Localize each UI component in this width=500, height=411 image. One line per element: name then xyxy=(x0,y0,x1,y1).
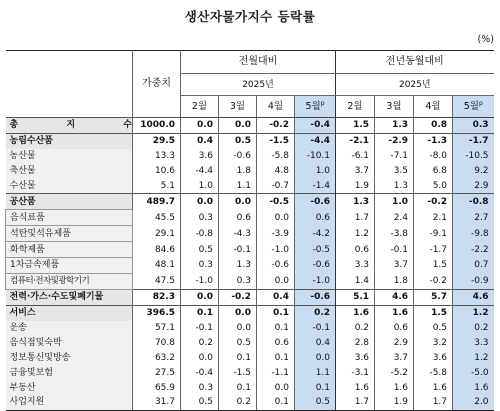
cell-yoy: 1.5 xyxy=(414,258,453,274)
cell-yoy: 2.9 xyxy=(375,335,414,350)
cell-yoy: -0.2 xyxy=(414,273,453,289)
unit-label: (%) xyxy=(477,34,494,45)
row-label: 사업지원 xyxy=(6,395,133,410)
cell-yoy: 3.7 xyxy=(375,350,414,365)
table-row xyxy=(6,380,494,395)
cell-mom: 0.2 xyxy=(295,305,336,320)
cell-yoy: 1.9 xyxy=(375,395,414,410)
header-yoy-year: 2025년 xyxy=(336,74,494,96)
cell-mom: 0.6 xyxy=(257,335,295,350)
table-row xyxy=(6,258,494,274)
cell-mom: -0.4 xyxy=(295,118,336,134)
row-label: 1차금속제품 xyxy=(6,258,133,274)
cell-yoy: -0.8 xyxy=(453,194,494,210)
cell-yoy: 2.1 xyxy=(414,210,453,226)
table-row-main xyxy=(6,194,494,210)
cell-mom: 0.0 xyxy=(181,194,219,210)
cell-yoy: 3.7 xyxy=(375,258,414,274)
table-row-main xyxy=(6,133,494,148)
cell-mom: -1.4 xyxy=(295,179,336,194)
header-mom-month: 3월 xyxy=(219,96,257,118)
page-title: 생산자물가지수 등락률 xyxy=(184,9,316,24)
header-mom-month: 5월$^p$ xyxy=(295,96,336,118)
cell-yoy: 5.7 xyxy=(414,289,453,305)
row-label: 총 지 수 xyxy=(6,118,133,134)
row-label: 금융및보험 xyxy=(6,365,133,380)
cell-yoy: 0.2 xyxy=(336,321,375,336)
cell-yoy: 1.6 xyxy=(375,380,414,395)
cell-yoy: 1.6 xyxy=(453,380,494,395)
cell-yoy: 2.7 xyxy=(453,210,494,226)
cell-yoy: 3.7 xyxy=(336,164,375,179)
row-label: 운송 xyxy=(6,321,133,336)
table-row xyxy=(6,350,494,365)
header-yoy-month: 4월 xyxy=(414,96,453,118)
cell-yoy: 6.8 xyxy=(414,164,453,179)
header-yoy-month: 5월$^p$ xyxy=(453,96,494,118)
cell-mom: 0.0 xyxy=(219,321,257,336)
cell-yoy: 1.4 xyxy=(336,273,375,289)
cell-mom: -1.0 xyxy=(295,273,336,289)
row-weight: 27.5 xyxy=(133,365,181,380)
cell-yoy: 0.6 xyxy=(336,242,375,258)
table-row-main xyxy=(6,289,494,305)
table-row-main xyxy=(6,305,494,320)
cell-mom: -0.8 xyxy=(181,226,219,242)
row-label: 부동산 xyxy=(6,380,133,395)
cell-mom: 1.0 xyxy=(295,164,336,179)
cell-yoy: -9.1 xyxy=(414,226,453,242)
table-row xyxy=(6,179,494,194)
cell-mom: 0.5 xyxy=(295,395,336,410)
cell-mom: -0.6 xyxy=(257,258,295,274)
cell-mom: -0.1 xyxy=(181,321,219,336)
cell-mom: -10.1 xyxy=(295,149,336,164)
row-label: 서비스 xyxy=(6,305,133,320)
row-weight: 57.1 xyxy=(133,321,181,336)
cell-mom: 0.1 xyxy=(257,395,295,410)
header-item xyxy=(6,51,133,118)
cell-yoy: -0.2 xyxy=(414,194,453,210)
cell-mom: 0.3 xyxy=(219,273,257,289)
row-weight: 29.1 xyxy=(133,226,181,242)
table-row xyxy=(6,149,494,164)
cell-yoy: -1.7 xyxy=(414,242,453,258)
cell-mom: 3.6 xyxy=(181,149,219,164)
cell-mom: 0.5 xyxy=(219,335,257,350)
cell-yoy: 1.6 xyxy=(414,380,453,395)
cell-mom: -1.5 xyxy=(219,365,257,380)
cell-mom: -4.4 xyxy=(181,164,219,179)
cell-yoy: 5.1 xyxy=(336,289,375,305)
cell-yoy: -10.5 xyxy=(453,149,494,164)
cell-yoy: 3.6 xyxy=(414,350,453,365)
cell-mom: 0.5 xyxy=(181,395,219,410)
row-label: 전력·가스·수도및폐기물 xyxy=(6,289,133,305)
row-label: 공산품 xyxy=(6,194,133,210)
cell-yoy: 1.2 xyxy=(336,226,375,242)
cell-mom: -0.4 xyxy=(181,365,219,380)
cell-mom: 0.1 xyxy=(257,350,295,365)
row-weight: 47.5 xyxy=(133,273,181,289)
cell-yoy: -5.0 xyxy=(453,365,494,380)
cell-mom: 0.2 xyxy=(219,395,257,410)
cell-yoy: -3.8 xyxy=(375,226,414,242)
row-weight: 5.1 xyxy=(133,179,181,194)
cell-mom: 0.0 xyxy=(295,350,336,365)
cell-yoy: 1.7 xyxy=(414,395,453,410)
cell-mom: -1.0 xyxy=(257,242,295,258)
table-row xyxy=(6,365,494,380)
row-weight: 84.6 xyxy=(133,242,181,258)
header-mom-month: 2월 xyxy=(181,96,219,118)
cell-mom: 1.8 xyxy=(219,164,257,179)
header-yoy: 전년동월대비 xyxy=(336,51,494,74)
cell-mom: 0.1 xyxy=(181,305,219,320)
cell-mom: 0.5 xyxy=(181,242,219,258)
cell-mom: -0.7 xyxy=(257,179,295,194)
cell-yoy: -0.1 xyxy=(375,242,414,258)
cell-yoy: -5.2 xyxy=(375,365,414,380)
cell-yoy: 9.2 xyxy=(453,164,494,179)
cell-mom: -0.6 xyxy=(219,149,257,164)
cell-yoy: 3.6 xyxy=(336,350,375,365)
cell-yoy: 3.2 xyxy=(414,335,453,350)
cell-mom: -0.1 xyxy=(219,242,257,258)
cell-yoy: -2.2 xyxy=(453,242,494,258)
cell-mom: -0.2 xyxy=(257,118,295,134)
cell-yoy: 0.5 xyxy=(414,321,453,336)
row-weight: 10.6 xyxy=(133,164,181,179)
row-weight: 82.3 xyxy=(133,289,181,305)
header-yoy-month: 3월 xyxy=(375,96,414,118)
cell-yoy: 1.2 xyxy=(453,305,494,320)
cell-mom: 0.0 xyxy=(219,305,257,320)
table-row xyxy=(6,210,494,226)
cell-yoy: 5.0 xyxy=(414,179,453,194)
cell-mom: 0.1 xyxy=(219,380,257,395)
cell-mom: -0.1 xyxy=(295,321,336,336)
cell-mom: 0.0 xyxy=(257,210,295,226)
header-mom-year: 2025년 xyxy=(181,74,336,96)
cell-yoy: 1.6 xyxy=(336,380,375,395)
cell-mom: -0.6 xyxy=(295,258,336,274)
header-yoy-month: 2월 xyxy=(336,96,375,118)
row-weight: 1000.0 xyxy=(133,118,181,134)
row-weight: 489.7 xyxy=(133,194,181,210)
row-weight: 70.8 xyxy=(133,335,181,350)
cell-yoy: 0.7 xyxy=(453,258,494,274)
cell-mom: 0.3 xyxy=(181,210,219,226)
cell-mom: -0.5 xyxy=(295,242,336,258)
cell-yoy: 3.5 xyxy=(375,164,414,179)
cell-yoy: 0.6 xyxy=(375,321,414,336)
cell-yoy: 0.2 xyxy=(453,321,494,336)
cell-mom: 0.0 xyxy=(181,118,219,134)
row-weight: 31.7 xyxy=(133,395,181,410)
cell-yoy: 3.3 xyxy=(453,335,494,350)
cell-mom: 0.4 xyxy=(257,289,295,305)
cell-mom: 1.1 xyxy=(219,179,257,194)
row-label: 축산물 xyxy=(6,164,133,179)
table-row xyxy=(6,226,494,242)
cell-mom: 0.0 xyxy=(219,118,257,134)
cell-yoy: 1.6 xyxy=(336,305,375,320)
row-weight: 13.3 xyxy=(133,149,181,164)
cell-yoy: 1.8 xyxy=(375,273,414,289)
row-label: 음식료품 xyxy=(6,210,133,226)
row-label: 석탄및석유제품 xyxy=(6,226,133,242)
cell-yoy: 4.6 xyxy=(375,289,414,305)
cell-yoy: -9.8 xyxy=(453,226,494,242)
cell-mom: -4.2 xyxy=(295,226,336,242)
cell-mom: 0.4 xyxy=(181,133,219,148)
cell-mom: 0.0 xyxy=(219,194,257,210)
cell-yoy: -1.3 xyxy=(414,133,453,148)
cell-mom: 0.0 xyxy=(181,350,219,365)
cell-yoy: 1.5 xyxy=(414,305,453,320)
header-weight: 가중치 xyxy=(133,51,181,118)
row-label: 농림수산품 xyxy=(6,133,133,148)
cell-mom: 0.1 xyxy=(219,350,257,365)
cell-yoy: -6.1 xyxy=(336,149,375,164)
table-row xyxy=(6,242,494,258)
cell-mom: 0.6 xyxy=(295,210,336,226)
cell-mom: 0.5 xyxy=(219,133,257,148)
cell-yoy: 4.6 xyxy=(453,289,494,305)
table-row-main xyxy=(6,118,494,134)
cell-mom: -1.5 xyxy=(257,133,295,148)
cell-mom: 0.4 xyxy=(295,335,336,350)
row-label: 음식점및숙박 xyxy=(6,335,133,350)
cell-mom: -0.5 xyxy=(257,194,295,210)
row-weight: 29.5 xyxy=(133,133,181,148)
row-weight: 48.1 xyxy=(133,258,181,274)
cell-mom: 0.0 xyxy=(257,380,295,395)
cell-yoy: 1.0 xyxy=(375,194,414,210)
cell-yoy: -2.9 xyxy=(375,133,414,148)
cell-yoy: -5.8 xyxy=(414,365,453,380)
cell-yoy: 1.5 xyxy=(336,118,375,134)
cell-yoy: -3.1 xyxy=(336,365,375,380)
cell-yoy: 3.3 xyxy=(336,258,375,274)
cell-yoy: 2.0 xyxy=(453,395,494,410)
cell-yoy: 1.9 xyxy=(336,179,375,194)
row-weight: 396.5 xyxy=(133,305,181,320)
cell-mom: -4.3 xyxy=(219,226,257,242)
cell-mom: -0.6 xyxy=(295,194,336,210)
cell-mom: 0.3 xyxy=(181,380,219,395)
cell-yoy: -8.0 xyxy=(414,149,453,164)
table-row xyxy=(6,164,494,179)
cell-yoy: 1.7 xyxy=(336,210,375,226)
cell-yoy: 1.3 xyxy=(336,194,375,210)
cell-yoy: -1.7 xyxy=(453,133,494,148)
cell-mom: 0.1 xyxy=(295,380,336,395)
ppi-change-table xyxy=(5,50,494,411)
cell-yoy: -2.1 xyxy=(336,133,375,148)
table-row xyxy=(6,321,494,336)
cell-yoy: 1.7 xyxy=(336,395,375,410)
cell-mom: 1.1 xyxy=(295,365,336,380)
header-mom: 전월대비 xyxy=(181,51,336,74)
cell-mom: 1.3 xyxy=(219,258,257,274)
cell-mom: 0.0 xyxy=(257,273,295,289)
row-label: 수산물 xyxy=(6,179,133,194)
cell-yoy: 0.3 xyxy=(453,118,494,134)
cell-yoy: 2.8 xyxy=(336,335,375,350)
header-mom-month: 4월 xyxy=(257,96,295,118)
table-row xyxy=(6,273,494,289)
cell-mom: 0.6 xyxy=(219,210,257,226)
cell-mom: -5.8 xyxy=(257,149,295,164)
row-label: 컴퓨터·전자및광학기기 xyxy=(6,273,133,289)
cell-yoy: 0.8 xyxy=(414,118,453,134)
cell-mom: 0.1 xyxy=(257,305,295,320)
row-weight: 63.2 xyxy=(133,350,181,365)
cell-yoy: 2.9 xyxy=(453,179,494,194)
cell-mom: -1.0 xyxy=(181,273,219,289)
row-label: 화학제품 xyxy=(6,242,133,258)
cell-mom: 0.1 xyxy=(257,321,295,336)
cell-mom: -1.1 xyxy=(257,365,295,380)
cell-mom: -3.9 xyxy=(257,226,295,242)
cell-mom: 0.3 xyxy=(181,258,219,274)
cell-mom: -0.2 xyxy=(219,289,257,305)
cell-mom: 4.8 xyxy=(257,164,295,179)
row-label: 농산물 xyxy=(6,149,133,164)
cell-mom: -0.6 xyxy=(295,289,336,305)
cell-yoy: 1.3 xyxy=(375,118,414,134)
cell-yoy: 2.4 xyxy=(375,210,414,226)
row-label: 정보통신및방송 xyxy=(6,350,133,365)
cell-mom: 1.0 xyxy=(181,179,219,194)
cell-yoy: 1.2 xyxy=(453,350,494,365)
cell-yoy: -7.1 xyxy=(375,149,414,164)
row-weight: 45.5 xyxy=(133,210,181,226)
cell-yoy: -0.9 xyxy=(453,273,494,289)
cell-mom: -4.4 xyxy=(295,133,336,148)
cell-yoy: 1.6 xyxy=(375,305,414,320)
cell-mom: 0.2 xyxy=(181,335,219,350)
cell-yoy: 1.3 xyxy=(375,179,414,194)
row-weight: 65.9 xyxy=(133,380,181,395)
table-row xyxy=(6,335,494,350)
cell-mom: 0.0 xyxy=(181,289,219,305)
